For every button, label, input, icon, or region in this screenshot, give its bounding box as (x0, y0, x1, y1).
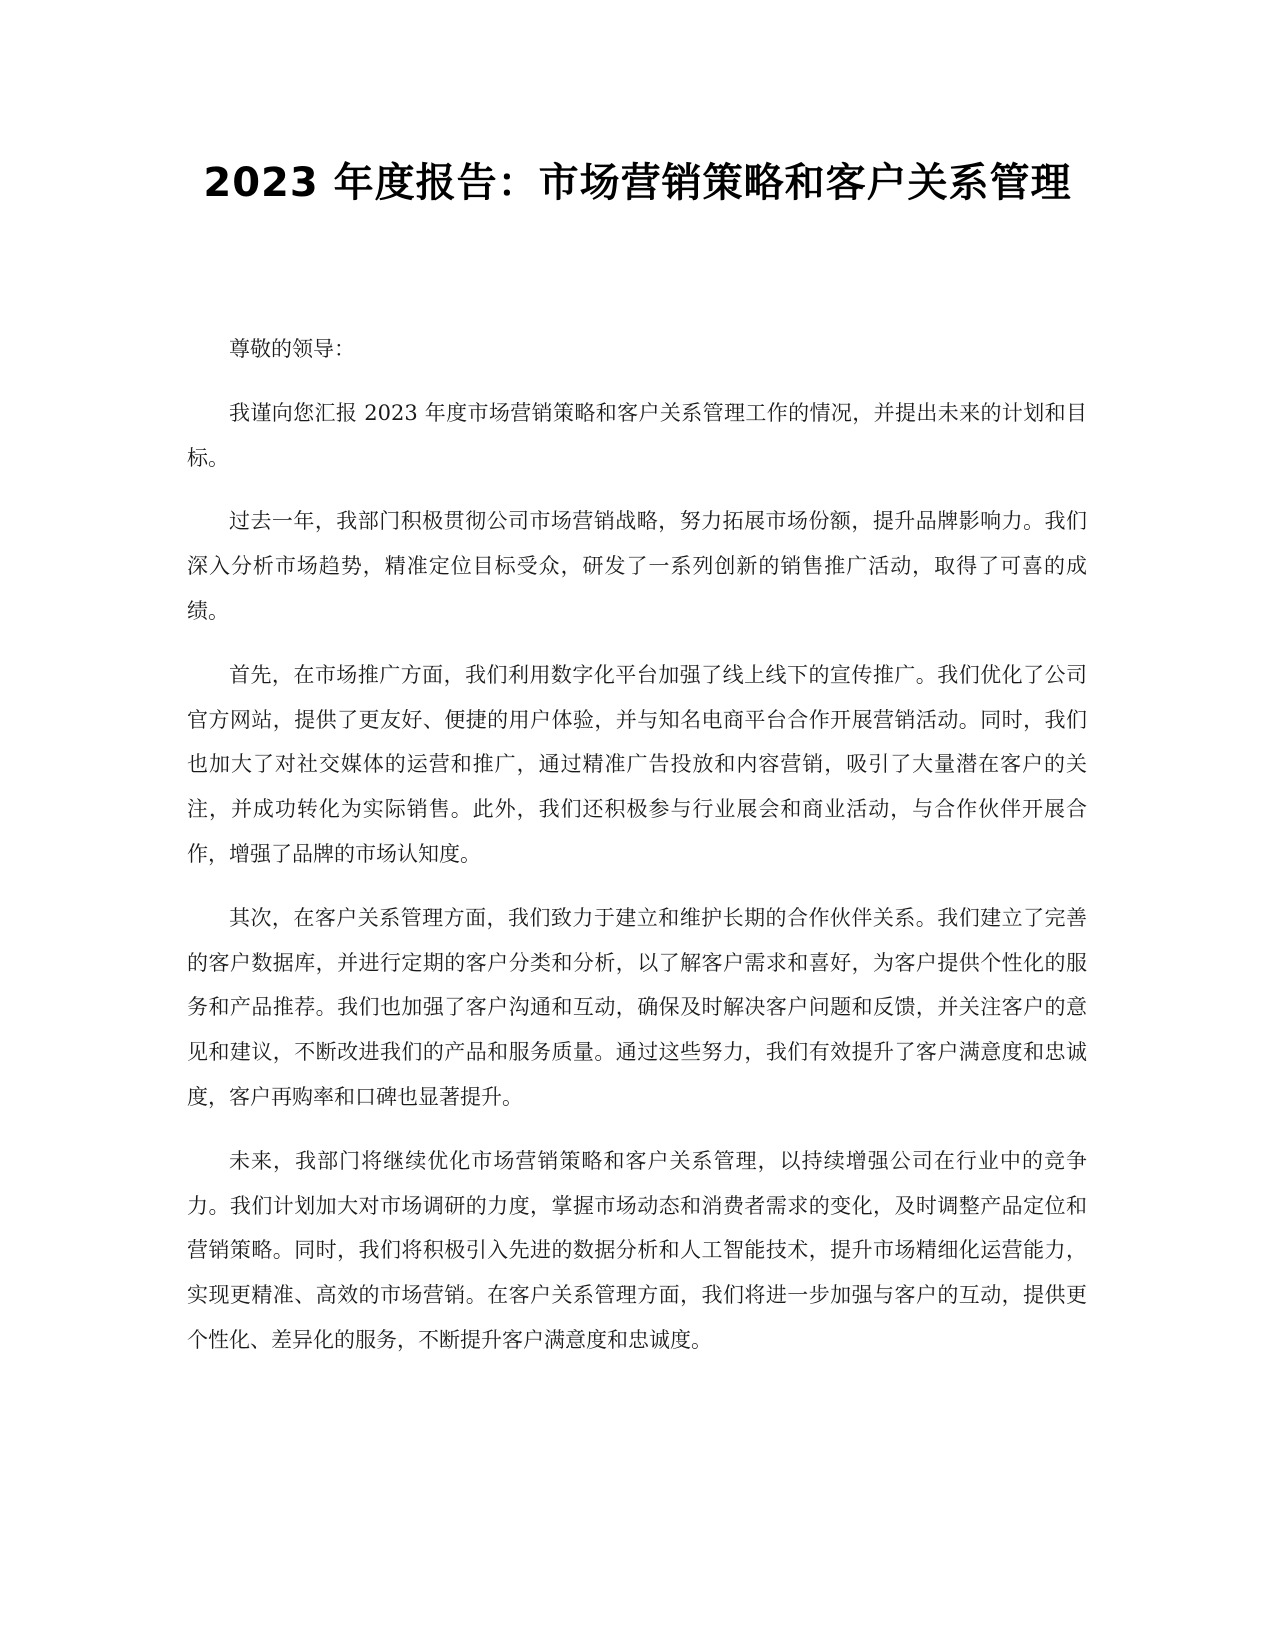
document-title: 2023 年度报告：市场营销策略和客户关系管理 (203, 160, 1072, 206)
salutation: 尊敬的领导： (229, 337, 355, 361)
paragraph-future-plans: 未来，我部门将继续优化市场营销策略和客户关系管理，以持续增强公司在行业中的竞争力。我们计划加大对市场调研的力度，掌握市场动态和消费者需求的变化，及时调整产品定位和营销策略。同时，我们将积极引入先进的数据分析和人工智能技术，提升市场精细化运营能力，实现更精准、高效的市场营销。在客户关系管理方面，我们将进一步加强与客户的互动，提供更个性化、差异化的服务，不断提升客户满意度和忠诚度。 (187, 1148, 1087, 1352)
paragraph-market-promotion: 首先，在市场推广方面，我们利用数字化平台加强了线上线下的宣传推广。我们优化了公司官方网站，提供了更友好、便捷的用户体验，并与知名电商平台合作开展营销活动。同时，我们也加大了对社交媒体的运营和推广，通过精准广告投放和内容营销，吸引了大量潜在客户的关注，并成功转化为实际销售。此外，我们还积极参与行业展会和商业活动，与合作伙伴开展合作，增强了品牌的市场认知度。 (187, 662, 1087, 866)
paragraph-customer-relations: 其次，在客户关系管理方面，我们致力于建立和维护长期的合作伙伴关系。我们建立了完善的客户数据库，并进行定期的客户分类和分析，以了解客户需求和喜好，为客户提供个性化的服务和产品推荐。我们也加强了客户沟通和互动，确保及时解决客户问题和反馈，并关注客户的意见和建议，不断改进我们的产品和服务质量。通过这些努力，我们有效提升了客户满意度和忠诚度，客户再购率和口碑也显著提升。 (187, 905, 1087, 1109)
paragraph-intro: 我谨向您汇报 2023 年度市场营销策略和客户关系管理工作的情况，并提出未来的计划和目标。 (187, 400, 1087, 470)
paragraph-past-year: 过去一年，我部门积极贯彻公司市场营销战略，努力拓展市场份额，提升品牌影响力。我们深入分析市场趋势，精准定位目标受众，研发了一系列创新的销售推广活动，取得了可喜的成绩。 (187, 509, 1087, 623)
document-body (187, 327, 1087, 1382)
